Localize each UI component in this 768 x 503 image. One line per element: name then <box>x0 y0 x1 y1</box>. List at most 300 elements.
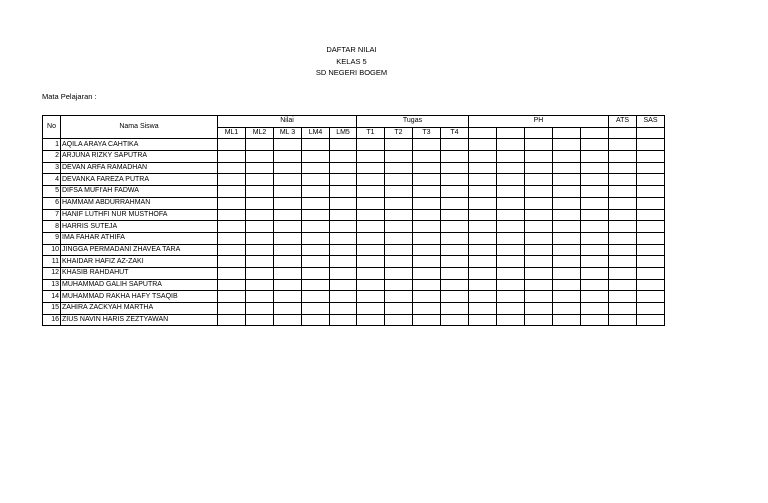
score-cell[interactable] <box>385 139 413 151</box>
score-cell[interactable] <box>469 197 497 209</box>
score-cell[interactable] <box>218 139 246 151</box>
score-cell[interactable] <box>581 151 609 163</box>
score-cell[interactable] <box>357 303 385 315</box>
score-cell[interactable] <box>637 232 665 244</box>
score-cell[interactable] <box>609 221 637 233</box>
score-cell[interactable] <box>385 244 413 256</box>
score-cell[interactable] <box>302 151 330 163</box>
score-cell[interactable] <box>413 197 441 209</box>
score-cell[interactable] <box>302 221 330 233</box>
score-cell[interactable] <box>581 162 609 174</box>
score-cell[interactable] <box>441 267 469 279</box>
score-cell[interactable] <box>497 244 525 256</box>
score-cell[interactable] <box>330 232 357 244</box>
student-name: ARJUNA RIZKY SAPUTRA <box>61 151 218 163</box>
score-cell[interactable] <box>553 279 581 291</box>
score-cell[interactable] <box>274 279 302 291</box>
score-cell[interactable] <box>385 314 413 326</box>
score-cell[interactable] <box>274 197 302 209</box>
score-cell[interactable] <box>385 279 413 291</box>
score-cell[interactable] <box>525 244 553 256</box>
score-cell[interactable] <box>330 303 357 315</box>
score-cell[interactable] <box>553 314 581 326</box>
score-cell[interactable] <box>497 232 525 244</box>
score-cell[interactable] <box>609 291 637 303</box>
score-cell[interactable] <box>525 197 553 209</box>
score-cell[interactable] <box>553 303 581 315</box>
score-cell[interactable] <box>497 209 525 221</box>
score-cell[interactable] <box>581 314 609 326</box>
score-cell[interactable] <box>357 197 385 209</box>
score-cell[interactable] <box>302 314 330 326</box>
score-cell[interactable] <box>609 314 637 326</box>
score-cell[interactable] <box>609 151 637 163</box>
score-cell[interactable] <box>497 256 525 268</box>
score-cell[interactable] <box>274 244 302 256</box>
score-cell[interactable] <box>525 291 553 303</box>
score-cell[interactable] <box>525 221 553 233</box>
score-cell[interactable] <box>274 232 302 244</box>
score-cell[interactable] <box>469 209 497 221</box>
score-cell[interactable] <box>218 314 246 326</box>
score-cell[interactable] <box>385 303 413 315</box>
student-row <box>43 209 665 221</box>
score-cell[interactable] <box>581 174 609 186</box>
score-cell[interactable] <box>609 197 637 209</box>
score-cell[interactable] <box>218 279 246 291</box>
score-cell[interactable] <box>553 209 581 221</box>
score-cell[interactable] <box>357 244 385 256</box>
score-cell[interactable] <box>469 221 497 233</box>
score-cell[interactable] <box>385 209 413 221</box>
score-cell[interactable] <box>497 162 525 174</box>
student-number: 2 <box>43 151 61 163</box>
score-cell[interactable] <box>274 209 302 221</box>
score-cell[interactable] <box>357 314 385 326</box>
score-cell[interactable] <box>609 256 637 268</box>
student-name: IMA FAHAR ATHIFA <box>61 232 218 244</box>
score-cell[interactable] <box>413 139 441 151</box>
score-cell[interactable] <box>302 232 330 244</box>
score-cell[interactable] <box>330 174 357 186</box>
student-row <box>43 279 665 291</box>
score-cell[interactable] <box>274 303 302 315</box>
score-cell[interactable] <box>637 291 665 303</box>
score-cell[interactable] <box>609 244 637 256</box>
score-cell[interactable] <box>441 151 469 163</box>
score-cell[interactable] <box>413 244 441 256</box>
score-cell[interactable] <box>274 174 302 186</box>
student-name: DIFSA MUFI'AH FADWA <box>61 186 218 198</box>
score-cell[interactable] <box>441 139 469 151</box>
score-cell[interactable] <box>413 162 441 174</box>
score-cell[interactable] <box>218 232 246 244</box>
group-header-ph: PH <box>469 116 609 128</box>
score-cell[interactable] <box>525 151 553 163</box>
score-cell[interactable] <box>637 256 665 268</box>
score-cell[interactable] <box>357 186 385 198</box>
score-cell[interactable] <box>609 162 637 174</box>
score-cell[interactable] <box>274 151 302 163</box>
score-cell[interactable] <box>246 267 274 279</box>
score-cell[interactable] <box>246 221 274 233</box>
student-number: 10 <box>43 244 61 256</box>
col-header-name: Nama Siswa <box>61 116 218 139</box>
score-cell[interactable] <box>357 291 385 303</box>
score-cell[interactable] <box>637 279 665 291</box>
score-cell[interactable] <box>497 197 525 209</box>
score-cell[interactable] <box>218 197 246 209</box>
score-cell[interactable] <box>441 197 469 209</box>
score-cell[interactable] <box>274 162 302 174</box>
score-cell[interactable] <box>497 174 525 186</box>
student-row <box>43 186 665 198</box>
student-name: ZAHIRA ZACKYAH MARTHA <box>61 303 218 315</box>
score-cell[interactable] <box>581 256 609 268</box>
score-cell[interactable] <box>637 139 665 151</box>
score-cell[interactable] <box>330 314 357 326</box>
col-header-ph-4 <box>553 127 581 139</box>
score-cell[interactable] <box>497 291 525 303</box>
score-cell[interactable] <box>246 151 274 163</box>
score-cell[interactable] <box>581 303 609 315</box>
score-cell[interactable] <box>637 303 665 315</box>
student-number: 11 <box>43 256 61 268</box>
score-cell[interactable] <box>497 303 525 315</box>
score-cell[interactable] <box>441 232 469 244</box>
score-cell[interactable] <box>357 151 385 163</box>
col-header-sas-sub <box>637 127 665 139</box>
student-name: JINGGA PERMADANI ZHAVEA TARA <box>61 244 218 256</box>
score-cell[interactable] <box>330 244 357 256</box>
score-cell[interactable] <box>469 267 497 279</box>
score-cell[interactable] <box>609 279 637 291</box>
score-cell[interactable] <box>274 139 302 151</box>
score-cell[interactable] <box>497 221 525 233</box>
student-number: 3 <box>43 162 61 174</box>
score-cell[interactable] <box>553 256 581 268</box>
score-cell[interactable] <box>609 186 637 198</box>
score-cell[interactable] <box>469 244 497 256</box>
student-row <box>43 314 665 326</box>
student-name: ZIUS NAVIN HARIS ZEZTYAWAN <box>61 314 218 326</box>
score-cell[interactable] <box>441 279 469 291</box>
score-cell[interactable] <box>274 256 302 268</box>
score-cell[interactable] <box>385 197 413 209</box>
student-name: HARRIS SUTEJA <box>61 221 218 233</box>
score-cell[interactable] <box>637 209 665 221</box>
score-cell[interactable] <box>357 256 385 268</box>
score-cell[interactable] <box>302 174 330 186</box>
score-cell[interactable] <box>302 244 330 256</box>
score-cell[interactable] <box>302 209 330 221</box>
score-cell[interactable] <box>553 291 581 303</box>
score-cell[interactable] <box>330 221 357 233</box>
score-cell[interactable] <box>469 303 497 315</box>
score-cell[interactable] <box>609 139 637 151</box>
score-cell[interactable] <box>330 291 357 303</box>
score-cell[interactable] <box>441 186 469 198</box>
score-cell[interactable] <box>413 221 441 233</box>
score-cell[interactable] <box>330 162 357 174</box>
score-cell[interactable] <box>218 267 246 279</box>
score-cell[interactable] <box>413 256 441 268</box>
score-cell[interactable] <box>302 162 330 174</box>
group-header-tugas: Tugas <box>357 116 469 128</box>
score-cell[interactable] <box>469 279 497 291</box>
title-school: SD NEGERI BOGEM <box>315 68 388 77</box>
col-header-ph-1 <box>469 127 497 139</box>
score-cell[interactable] <box>581 267 609 279</box>
score-cell[interactable] <box>413 314 441 326</box>
score-cell[interactable] <box>413 291 441 303</box>
score-cell[interactable] <box>385 151 413 163</box>
score-cell[interactable] <box>469 151 497 163</box>
student-row <box>43 291 665 303</box>
student-row <box>43 221 665 233</box>
score-cell[interactable] <box>246 291 274 303</box>
score-cell[interactable] <box>469 162 497 174</box>
col-header-lm4: LM4 <box>302 127 330 139</box>
score-cell[interactable] <box>413 151 441 163</box>
col-header-t3: T3 <box>413 127 441 139</box>
score-cell[interactable] <box>385 221 413 233</box>
score-cell[interactable] <box>553 267 581 279</box>
student-number: 5 <box>43 186 61 198</box>
score-cell[interactable] <box>637 151 665 163</box>
score-cell[interactable] <box>581 197 609 209</box>
score-cell[interactable] <box>497 279 525 291</box>
score-cell[interactable] <box>357 267 385 279</box>
score-cell[interactable] <box>246 232 274 244</box>
score-cell[interactable] <box>246 314 274 326</box>
score-cell[interactable] <box>274 314 302 326</box>
score-cell[interactable] <box>274 291 302 303</box>
score-cell[interactable] <box>637 162 665 174</box>
score-cell[interactable] <box>553 244 581 256</box>
score-cell[interactable] <box>246 174 274 186</box>
score-cell[interactable] <box>609 232 637 244</box>
score-cell[interactable] <box>413 303 441 315</box>
score-cell[interactable] <box>525 303 553 315</box>
score-cell[interactable] <box>246 244 274 256</box>
score-cell[interactable] <box>218 151 246 163</box>
score-cell[interactable] <box>497 186 525 198</box>
col-header-ml3: ML 3 <box>274 127 302 139</box>
score-cell[interactable] <box>330 279 357 291</box>
score-cell[interactable] <box>469 256 497 268</box>
score-cell[interactable] <box>581 279 609 291</box>
score-cell[interactable] <box>581 291 609 303</box>
score-cell[interactable] <box>609 303 637 315</box>
score-cell[interactable] <box>553 139 581 151</box>
score-cell[interactable] <box>246 186 274 198</box>
score-cell[interactable] <box>218 174 246 186</box>
score-cell[interactable] <box>246 162 274 174</box>
score-cell[interactable] <box>357 279 385 291</box>
score-cell[interactable] <box>274 221 302 233</box>
student-number: 1 <box>43 139 61 151</box>
score-cell[interactable] <box>553 197 581 209</box>
score-cell[interactable] <box>469 291 497 303</box>
score-cell[interactable] <box>553 151 581 163</box>
score-cell[interactable] <box>330 267 357 279</box>
score-cell[interactable] <box>637 174 665 186</box>
score-cell[interactable] <box>441 291 469 303</box>
score-cell[interactable] <box>385 162 413 174</box>
score-cell[interactable] <box>581 186 609 198</box>
score-cell[interactable] <box>469 314 497 326</box>
score-cell[interactable] <box>469 232 497 244</box>
score-cell[interactable] <box>553 221 581 233</box>
score-cell[interactable] <box>330 197 357 209</box>
score-cell[interactable] <box>637 221 665 233</box>
student-number: 15 <box>43 303 61 315</box>
score-cell[interactable] <box>246 197 274 209</box>
score-cell[interactable] <box>357 174 385 186</box>
student-name: HAMMAM ABDURRAHMAN <box>61 197 218 209</box>
score-cell[interactable] <box>497 139 525 151</box>
score-cell[interactable] <box>302 197 330 209</box>
score-cell[interactable] <box>609 209 637 221</box>
score-cell[interactable] <box>218 244 246 256</box>
score-cell[interactable] <box>637 267 665 279</box>
score-cell[interactable] <box>385 291 413 303</box>
score-cell[interactable] <box>218 209 246 221</box>
score-cell[interactable] <box>302 291 330 303</box>
score-cell[interactable] <box>218 162 246 174</box>
score-cell[interactable] <box>302 139 330 151</box>
score-cell[interactable] <box>357 232 385 244</box>
score-cell[interactable] <box>581 244 609 256</box>
score-cell[interactable] <box>385 186 413 198</box>
col-header-ml2: ML2 <box>246 127 274 139</box>
col-header-ph-5 <box>581 127 609 139</box>
score-cell[interactable] <box>441 174 469 186</box>
score-cell[interactable] <box>385 256 413 268</box>
col-header-ml1: ML1 <box>218 127 246 139</box>
score-cell[interactable] <box>525 209 553 221</box>
student-row <box>43 162 665 174</box>
score-cell[interactable] <box>581 221 609 233</box>
score-cell[interactable] <box>218 256 246 268</box>
score-cell[interactable] <box>525 256 553 268</box>
score-cell[interactable] <box>525 139 553 151</box>
score-cell[interactable] <box>246 279 274 291</box>
score-cell[interactable] <box>246 209 274 221</box>
student-row <box>43 256 665 268</box>
score-cell[interactable] <box>525 314 553 326</box>
score-cell[interactable] <box>330 209 357 221</box>
score-cell[interactable] <box>497 314 525 326</box>
score-cell[interactable] <box>413 267 441 279</box>
score-cell[interactable] <box>218 186 246 198</box>
score-cell[interactable] <box>553 174 581 186</box>
student-number: 12 <box>43 267 61 279</box>
score-cell[interactable] <box>218 291 246 303</box>
score-cell[interactable] <box>274 267 302 279</box>
score-cell[interactable] <box>469 139 497 151</box>
score-cell[interactable] <box>413 186 441 198</box>
score-cell[interactable] <box>441 303 469 315</box>
score-cell[interactable] <box>525 186 553 198</box>
score-cell[interactable] <box>330 151 357 163</box>
score-cell[interactable] <box>385 174 413 186</box>
score-cell[interactable] <box>525 279 553 291</box>
score-cell[interactable] <box>525 162 553 174</box>
score-cell[interactable] <box>302 186 330 198</box>
score-cell[interactable] <box>581 209 609 221</box>
score-cell[interactable] <box>218 221 246 233</box>
score-cell[interactable] <box>581 139 609 151</box>
student-name: HANIF LUTHFI NUR MUSTHOFA <box>61 209 218 221</box>
score-cell[interactable] <box>413 174 441 186</box>
score-cell[interactable] <box>441 256 469 268</box>
col-header-ph-3 <box>525 127 553 139</box>
score-cell[interactable] <box>302 279 330 291</box>
score-cell[interactable] <box>497 151 525 163</box>
score-cell[interactable] <box>246 303 274 315</box>
student-number: 13 <box>43 279 61 291</box>
score-cell[interactable] <box>330 186 357 198</box>
score-cell[interactable] <box>441 209 469 221</box>
score-cell[interactable] <box>274 186 302 198</box>
score-cell[interactable] <box>357 162 385 174</box>
score-cell[interactable] <box>357 139 385 151</box>
score-cell[interactable] <box>330 256 357 268</box>
score-cell[interactable] <box>469 186 497 198</box>
score-cell[interactable] <box>302 303 330 315</box>
score-cell[interactable] <box>441 162 469 174</box>
student-row <box>43 267 665 279</box>
score-cell[interactable] <box>413 232 441 244</box>
score-cell[interactable] <box>357 209 385 221</box>
score-cell[interactable] <box>385 267 413 279</box>
score-cell[interactable] <box>637 244 665 256</box>
score-cell[interactable] <box>637 314 665 326</box>
score-cell[interactable] <box>637 197 665 209</box>
score-cell[interactable] <box>246 139 274 151</box>
score-cell[interactable] <box>441 314 469 326</box>
score-cell[interactable] <box>581 232 609 244</box>
score-cell[interactable] <box>637 186 665 198</box>
score-cell[interactable] <box>330 139 357 151</box>
student-name: AQILA ARAYA CAHTIKA <box>61 139 218 151</box>
score-cell[interactable] <box>302 267 330 279</box>
score-cell[interactable] <box>246 256 274 268</box>
score-cell[interactable] <box>525 267 553 279</box>
score-cell[interactable] <box>385 232 413 244</box>
col-header-t1: T1 <box>357 127 385 139</box>
score-cell[interactable] <box>441 244 469 256</box>
student-row <box>43 174 665 186</box>
score-cell[interactable] <box>553 186 581 198</box>
score-cell[interactable] <box>553 232 581 244</box>
score-cell[interactable] <box>413 209 441 221</box>
score-cell[interactable] <box>302 256 330 268</box>
score-cell[interactable] <box>441 221 469 233</box>
score-cell[interactable] <box>525 232 553 244</box>
score-cell[interactable] <box>525 174 553 186</box>
score-cell[interactable] <box>609 267 637 279</box>
score-cell[interactable] <box>218 303 246 315</box>
score-cell[interactable] <box>609 174 637 186</box>
score-cell[interactable] <box>497 267 525 279</box>
score-cell[interactable] <box>413 279 441 291</box>
score-cell[interactable] <box>357 221 385 233</box>
score-cell[interactable] <box>553 162 581 174</box>
score-cell[interactable] <box>469 174 497 186</box>
